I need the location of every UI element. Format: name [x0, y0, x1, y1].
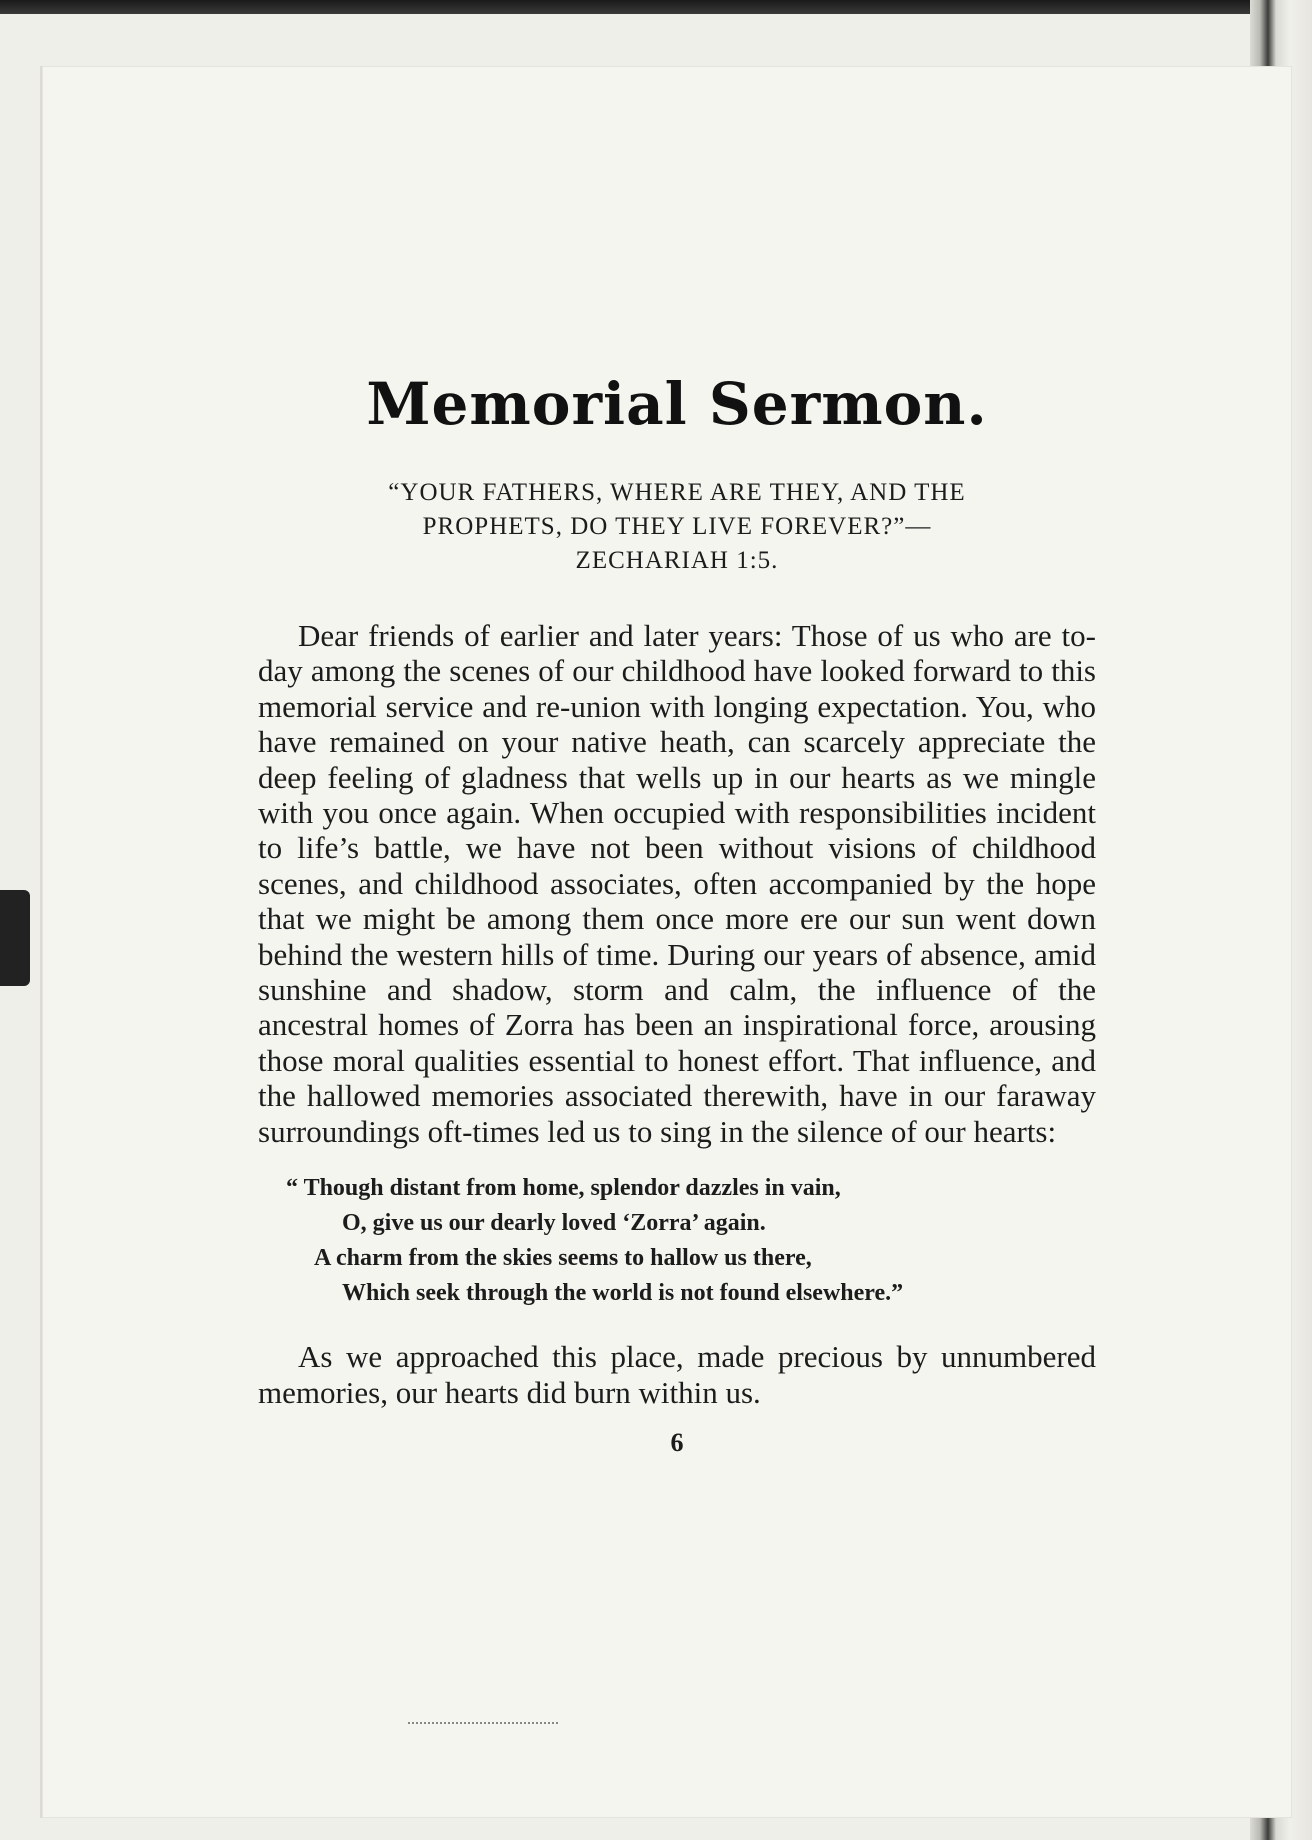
epigraph-citation: ZECHARIAH 1:5.: [575, 547, 779, 574]
body-paragraph-1: Dear friends of earlier and later years: Those of us who are to-day among the scenes of our childhood have looked forward to this memorial service and re-union with longing expectation. You, who have remained on your native heath, can scarcely appreciate the deep feeling of gladness that wells up in our hearts as we mingle with you once again. When occupied with responsibilities incident to life’s battle, we have not been without visions of childhood scenes, and childhood associates, often accompanied by the hope that we might be among them once more ere our sun went down behind the western hills of time. During our years of absence, amid sunshine and shadow, storm and calm, the influence of the ancestral homes of Zorra has been an inspirational force, arousing those moral qualities essential to honest effort. That influence, and the hallowed memories associated therewith, have in our faraway surroundings oft-times led us to sing in the silence of our hearts:: [258, 618, 1096, 1149]
poem-quote: [286, 1171, 1096, 1311]
epigraph-line-2: PROPHETS, DO THEY LIVE FOREVER?”—: [422, 513, 932, 540]
poem-line-3: A charm from the skies seems to hallow us there,: [314, 1245, 812, 1272]
page-title: Memorial Sermon.: [366, 370, 988, 438]
page-content: [258, 370, 1096, 1458]
epigraph-line-1: “YOUR FATHERS, WHERE ARE THEY, AND THE: [388, 479, 966, 506]
scripture-epigraph: [258, 476, 1096, 578]
poem-line-1: “ Though distant from home, splendor dazzles in vain,: [286, 1175, 841, 1202]
page-number: 6: [670, 1427, 684, 1457]
poem-line-4: Which seek through the world is not found elsewhere.”: [342, 1280, 904, 1307]
print-speck: [408, 1722, 558, 1726]
body-paragraph-2: As we approached this place, made precious by unnumbered memories, our hearts did burn within us.: [258, 1339, 1096, 1410]
poem-line-2: O, give us our dearly loved ‘Zorra’ again.: [342, 1210, 766, 1237]
scan-left-mark: [0, 890, 30, 986]
scan-top-border: [0, 0, 1312, 14]
